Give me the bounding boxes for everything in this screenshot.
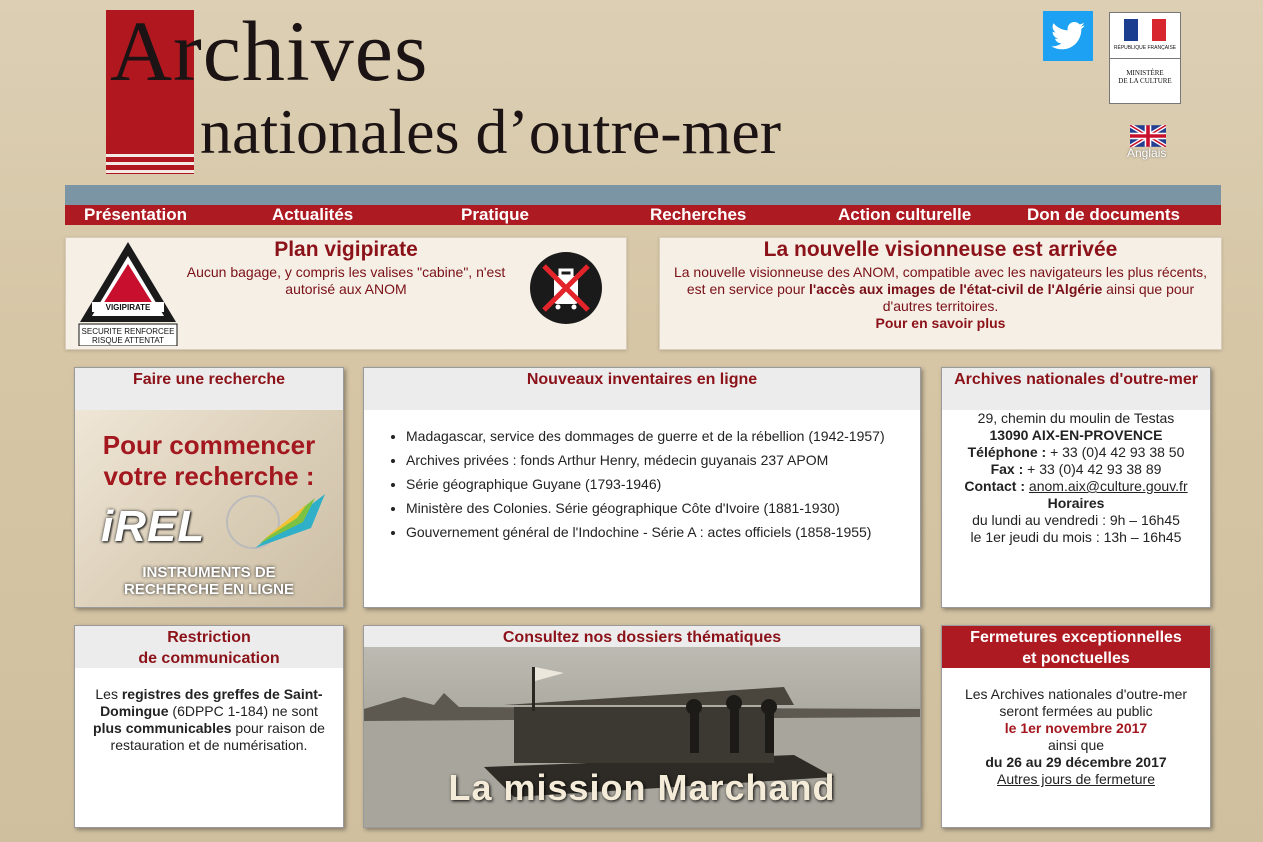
contact-title[interactable]: Archives nationales d'outre-mer (942, 368, 1210, 410)
other-closures-link[interactable]: Autres jours de fermeture (997, 771, 1155, 787)
viewer-text-highlight: l'accès aux images de l'état-civil de l'Algérie (809, 281, 1103, 297)
irel-subtitle: INSTRUMENTS DE RECHERCHE EN LIGNE (123, 564, 295, 598)
vigipirate-badge-label: VIGIPIRATE (105, 303, 151, 312)
dossiers-title[interactable]: Consultez nos dossiers thématiques (364, 626, 920, 647)
uk-flag-icon[interactable] (1130, 125, 1166, 147)
twitter-link[interactable] (1043, 11, 1093, 61)
site-title-line2[interactable]: nationales d’outre-mer (200, 96, 782, 167)
closures-title[interactable]: Fermetures exceptionnelles et ponctuelles (942, 626, 1210, 668)
viewer-panel (659, 237, 1222, 350)
closure-date-2: du 26 au 29 décembre 2017 (985, 754, 1167, 770)
hours-title: Horaires (1047, 495, 1105, 511)
search-box (74, 367, 344, 608)
vigipirate-title[interactable]: Plan vigipirate (274, 238, 418, 261)
restriction-title[interactable]: Restriction de communication (75, 626, 343, 668)
nav-actualites[interactable]: Actualités (272, 205, 354, 224)
dossiers-box (363, 625, 921, 828)
inventories-list (364, 410, 920, 541)
mission-caption: La mission Marchand (448, 767, 836, 808)
contact-email-row: Contact : anom.aix@culture.gouv.fr (964, 478, 1188, 494)
ministry-logo[interactable] (1109, 12, 1181, 104)
contact-fax: Fax : + 33 (0)4 42 93 38 89 (990, 461, 1162, 477)
contact-phone: Téléphone : + 33 (0)4 42 93 38 50 (967, 444, 1185, 460)
vigipirate-logo (78, 240, 178, 346)
restriction-box (74, 625, 344, 828)
inventory-item[interactable]: • Madagascar, service des dommages de guerre et de la rébellion (1942-1957) (406, 428, 910, 445)
nav-top-bar (65, 185, 1221, 205)
main-nav (65, 205, 1221, 225)
irel-logo-text: iREL (101, 502, 206, 551)
closures-box (941, 625, 1211, 828)
no-luggage-icon (530, 252, 602, 324)
closures-body (942, 668, 1210, 788)
english-link[interactable]: Anglais (1127, 146, 1167, 160)
restriction-text: Les registres des greffes de Saint-Domingue (6DPPC 1-184) ne sont plus communicables pour raison de restauration et de numérisation. (93, 686, 325, 753)
contact-body (942, 410, 1210, 546)
irel-globe-icon (215, 488, 335, 568)
contact-address: 29, chemin du moulin de Testas (977, 410, 1175, 426)
rf-label: RÉPUBLIQUE FRANÇAISE (1113, 45, 1177, 51)
mission-marchand-photo[interactable] (364, 647, 920, 827)
nav-pratique[interactable]: Pratique (461, 205, 530, 224)
inventories-title[interactable]: Nouveaux inventaires en ligne (364, 368, 920, 410)
inventory-item[interactable]: • Archives privées : fonds Arthur Henry, médecin guyanais 237 APOM (406, 452, 910, 469)
closure-date-1: le 1er novembre 2017 (1004, 720, 1148, 736)
hours-thursday: le 1er jeudi du mois : 13h – 16h45 (970, 529, 1182, 545)
inventory-item[interactable]: • Série géographique Guyane (1793-1946) (406, 476, 910, 493)
hours-weekdays: du lundi au vendredi : 9h – 16h45 (972, 512, 1180, 528)
viewer-title[interactable]: La nouvelle visionneuse est arrivée (763, 238, 1118, 261)
closures-line: seront fermées au public (999, 703, 1153, 719)
contact-city: 13090 AIX-EN-PROVENCE (989, 427, 1163, 443)
nav-action-culturelle[interactable]: Action culturelle (838, 205, 972, 224)
inventory-item[interactable]: • Gouvernement général de l'Indochine - Série A : actes officiels (1858-1955) (406, 524, 910, 541)
closures-line: ainsi que (1047, 737, 1105, 753)
twitter-icon (1051, 22, 1085, 50)
closures-line: Les Archives nationales d'outre-mer (964, 686, 1188, 702)
viewer-more-link[interactable]: Pour en savoir plus (875, 315, 1006, 331)
flag-blue (1124, 19, 1138, 41)
irel-banner[interactable] (75, 410, 343, 608)
site-title-line1[interactable]: Archives (110, 3, 429, 99)
viewer-text: La nouvelle visionneuse des ANOM, compatible avec les navigateurs les plus récents, est en service pour l'accès aux images de l'état-civil de l'Algérie ainsi que pour d'autres territoires. (673, 264, 1208, 314)
nav-don-documents[interactable]: Don de documents (1027, 205, 1181, 224)
search-box-title[interactable]: Faire une recherche (75, 368, 343, 410)
ministry-label: MINISTÈRE DE LA CULTURE (1118, 69, 1172, 86)
vigipirate-text: Aucun bagage, y compris les valises "cabine", n'est autorisé aux ANOM (186, 264, 506, 297)
nav-presentation[interactable]: Présentation (84, 205, 187, 224)
vigipirate-panel (65, 237, 627, 350)
contact-box (941, 367, 1211, 608)
vigipirate-caption-2: RISQUE ATTENTAT (91, 336, 165, 345)
flag-red (1152, 19, 1166, 41)
nav-recherches[interactable]: Recherches (650, 205, 747, 224)
inventories-box (363, 367, 921, 608)
contact-email-link[interactable]: anom.aix@culture.gouv.fr (1028, 478, 1188, 494)
irel-start-text: Pour commencer votre recherche : (102, 430, 316, 491)
inventory-item[interactable]: • Ministère des Colonies. Série géographique Côte d'Ivoire (1881-1930) (406, 500, 910, 517)
vigipirate-caption-1: SECURITE RENFORCEE (81, 327, 175, 336)
